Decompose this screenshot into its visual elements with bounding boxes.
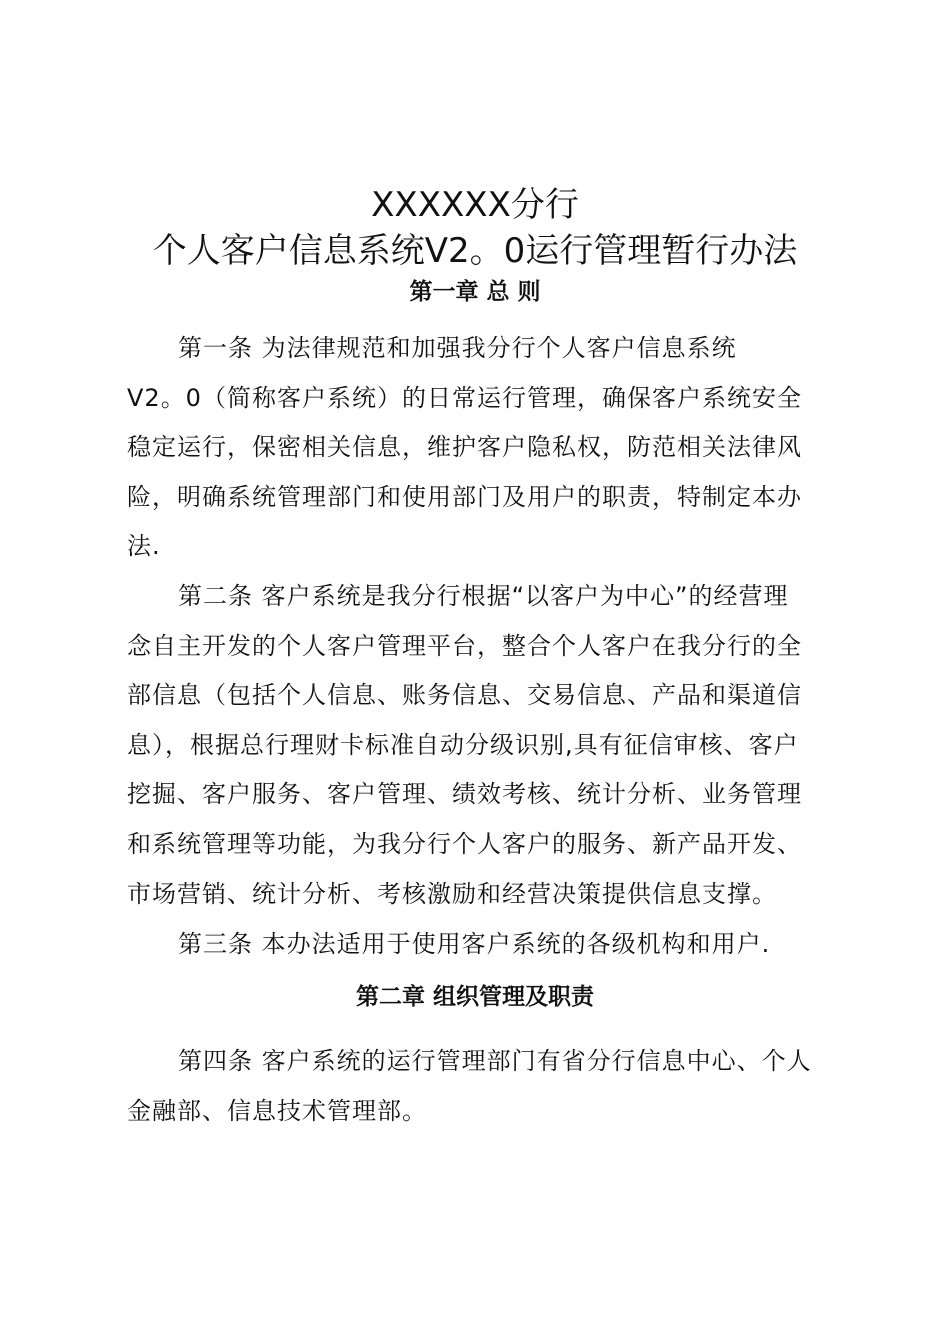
article-1-line: 第一条 为法律规范和加强我分行个人客户信息系统 [178, 334, 737, 362]
chapter-heading-2: 第二章 组织管理及职责 [355, 984, 594, 1010]
article-2-line: 挖掘、客户服务、客户管理、绩效考核、统计分析、业务管理 [127, 780, 802, 809]
article-3-line: 第三条 本办法适用于使用客户系统的各级机构和用户. [178, 930, 771, 958]
article-1-line: 险，明确系统管理部门和使用部门及用户的职责，特制定本办 [127, 482, 802, 511]
article-4-line: 第四条 客户系统的运行管理部门有省分行信息中心、个人 [178, 1047, 812, 1075]
chapter-heading-1: 第一章 总 则 [409, 279, 541, 305]
article-1-line: 法. [127, 532, 161, 561]
article-2-line: 息），根据总行理财卡标准自动分级识别,具有征信审核、客户 [127, 730, 799, 759]
article-2-line: 部信息（包括个人信息、账务信息、交易信息、产品和渠道信 [127, 681, 802, 710]
article-1 [127, 324, 831, 572]
article-2-line: 第二条 客户系统是我分行根据“以客户为中心”的经营理 [178, 582, 789, 610]
article-4-line: 金融部、信息技术管理部。 [127, 1096, 427, 1125]
article-4 [127, 1037, 831, 1136]
article-2 [127, 572, 831, 919]
article-1-line: 稳定运行，保密相关信息，维护客户隐私权，防范相关法律风 [127, 433, 802, 462]
article-2-line: 和系统管理等功能，为我分行个人客户的服务、新产品开发、 [127, 829, 802, 858]
document-title-line-2: 个人客户信息系统V2。0运行管理暂行办法 [152, 231, 798, 271]
article-2-line: 念自主开发的个人客户管理平台，整合个人客户在我分行的全 [127, 631, 802, 660]
article-2-line: 市场营销、统计分析、考核激励和经营决策提供信息支撑。 [127, 879, 777, 908]
article-3 [127, 920, 831, 970]
article-1-line: V2。0（简称客户系统）的日常运行管理，确保客户系统安全 [127, 383, 802, 412]
document-title-line-1: XXXXXX分行 [371, 185, 579, 225]
